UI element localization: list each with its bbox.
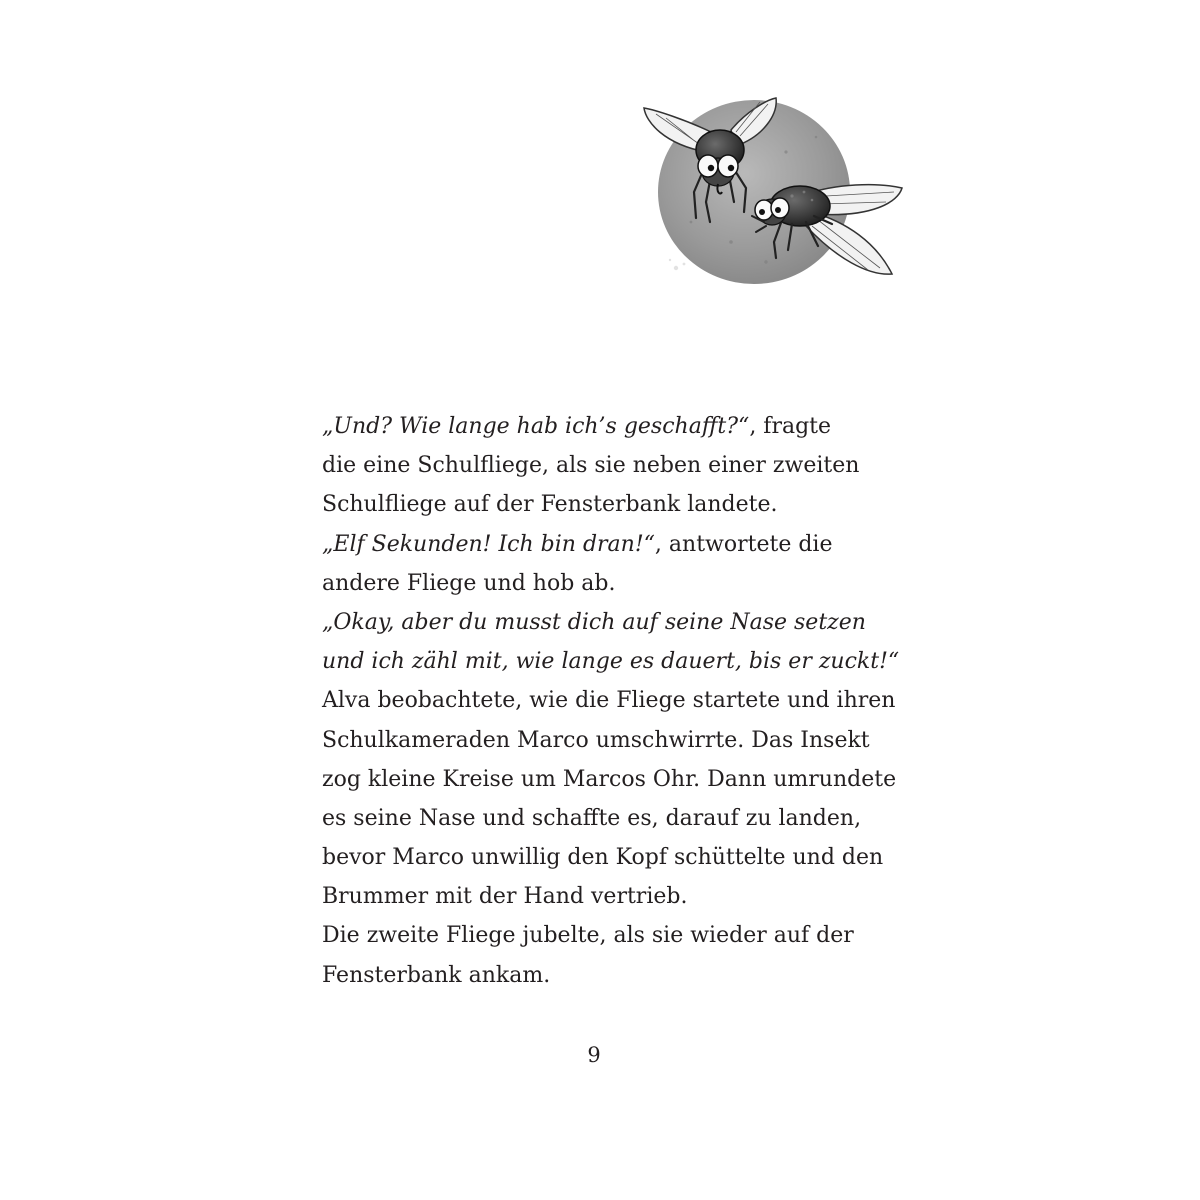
dialogue-text: und ich zähl mit, wie lange es dauert, bis er zuckt!“ (322, 649, 900, 675)
text-line (322, 799, 882, 838)
text-line (322, 721, 882, 760)
text-line (322, 681, 896, 720)
narration-text: , fragte (749, 414, 832, 439)
narration-text: Schulkameraden Marco umschwirrte. Das Insekt (322, 727, 870, 753)
text-line (322, 564, 882, 603)
text-line (322, 603, 882, 642)
narration-text: es seine Nase und schaffte es, darauf zu landen, (322, 805, 862, 831)
narration-text: Die zweite Fliege jubelte, als sie wieder auf der (322, 923, 854, 949)
narration-text: Alva beobachtete, wie die Fliege startete und ihren (322, 688, 896, 714)
narration-text: die eine Schulfliege, als sie neben einer zweiten (322, 453, 860, 479)
narration-text: Fensterbank ankam. (322, 962, 551, 988)
narration-text: , antwortete die (654, 531, 833, 557)
text-line (322, 956, 882, 995)
text-line (322, 525, 882, 564)
text-line (322, 446, 882, 485)
text-line (322, 760, 897, 799)
dialogue-text: „Okay, aber du musst dich auf seine Nase setzen (322, 609, 866, 635)
narration-text: bevor Marco unwillig den Kopf schüttelte und den (322, 845, 884, 871)
text-line (322, 877, 882, 916)
body-text (322, 407, 900, 995)
text-line (322, 916, 882, 955)
dialogue-text: „Elf Sekunden! Ich bin dran!“ (322, 531, 655, 557)
text-line (322, 838, 882, 877)
dialogue-text: „Und? Wie lange hab ich’s geschafft?“ (322, 414, 750, 439)
page-number: 9 (587, 1043, 601, 1067)
narration-text: zog kleine Kreise um Marcos Ohr. Dann umrundete (322, 766, 897, 792)
narration-text: Schulfliege auf der Fensterbank landete. (322, 492, 778, 518)
text-line (322, 407, 882, 446)
text-line (322, 485, 882, 524)
text-line (322, 642, 900, 681)
narration-text: andere Fliege und hob ab. (322, 570, 616, 596)
two-flies-illustration (636, 92, 916, 288)
narration-text: Brummer mit der Hand vertrieb. (322, 884, 688, 910)
